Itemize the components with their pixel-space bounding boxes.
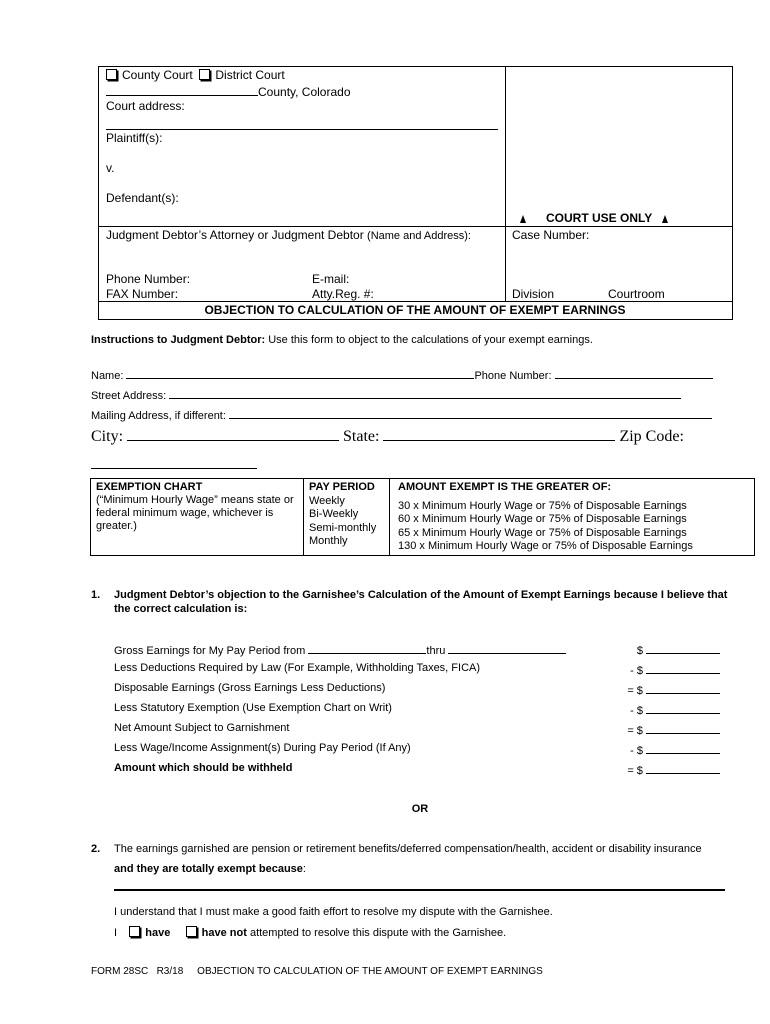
state-label: State: — [343, 428, 380, 445]
street-label: Street Address: — [91, 390, 167, 402]
instructions-text: Use this form to object to the calculations of your exempt earnings. — [268, 334, 593, 346]
exemption-amount-field[interactable] — [646, 702, 720, 714]
calc-row — [114, 702, 720, 718]
calc-row-op: = $ — [627, 765, 643, 777]
chart-col1 — [96, 481, 300, 533]
gross-from-field[interactable] — [308, 642, 426, 654]
versus-label: v. — [106, 161, 115, 175]
attorney-note: (Name and Address): — [367, 230, 471, 242]
good-faith-rest: attempted to resolve this dispute with the Garnishee. — [249, 927, 507, 939]
calc-row-op: = $ — [627, 725, 643, 737]
court-use-only-label: COURT USE ONLY — [546, 211, 653, 225]
instructions — [91, 334, 593, 346]
have-not-checkbox[interactable] — [186, 926, 197, 937]
city-field[interactable] — [127, 426, 339, 441]
deductions-amount-field[interactable] — [646, 662, 720, 674]
mailing-field[interactable] — [229, 407, 712, 419]
court-type-row — [106, 68, 285, 82]
footer-title: OBJECTION TO CALCULATION OF THE AMOUNT OF EXEMPT EARNINGS — [197, 966, 543, 977]
gross-op: $ — [636, 645, 643, 657]
county-court-label: County Court — [122, 68, 193, 82]
or-label: OR — [411, 803, 429, 815]
county-colorado-label: County, Colorado — [258, 85, 351, 99]
district-court-checkbox[interactable] — [199, 69, 210, 80]
section2-reason-field[interactable] — [114, 889, 725, 891]
name-row — [91, 367, 713, 382]
gross-thru-field[interactable] — [448, 642, 566, 654]
calc-row-label: Amount which should be withheld — [114, 762, 293, 774]
section2-bold: and they are totally exempt because — [114, 863, 303, 875]
street-field[interactable] — [169, 387, 681, 399]
calc-row — [114, 662, 720, 678]
court-address-field[interactable] — [106, 129, 498, 130]
mailing-label: Mailing Address, if different: — [91, 410, 226, 422]
calc-row-op: - $ — [630, 705, 643, 717]
plaintiffs-label: Plaintiff(s): — [106, 131, 163, 145]
chart-col3-title: AMOUNT EXEMPT IS THE GREATER OF: — [398, 481, 612, 493]
chart-col1-title: EXEMPTION CHART — [96, 481, 203, 493]
city-row — [91, 426, 684, 446]
amount-semimonthly: 65 x Minimum Hourly Wage or 75% of Disposable Earnings — [398, 526, 687, 539]
pay-period-semimonthly: Semi-monthly — [309, 521, 377, 534]
up-arrow-icon — [662, 215, 668, 223]
thru-label: thru — [426, 645, 446, 657]
calc-row-label: Net Amount Subject to Garnishment — [114, 722, 290, 734]
good-faith-choice — [114, 926, 506, 939]
phone-number-label: Phone Number: — [106, 272, 191, 286]
have-not-label: have not — [201, 927, 247, 939]
caption-box — [98, 66, 733, 320]
zip-label: Zip Code: — [619, 428, 684, 445]
state-field[interactable] — [383, 426, 615, 441]
chart-divider-1 — [303, 478, 304, 555]
pay-period-monthly: Monthly — [309, 535, 348, 547]
caption-divider-2 — [98, 301, 732, 302]
city-label: City: — [91, 428, 124, 445]
phone-label: Phone Number: — [474, 370, 552, 382]
pay-period-weekly: Weekly — [309, 494, 345, 507]
instructions-label: Instructions to Judgment Debtor: — [91, 334, 266, 346]
gross-amount-field[interactable] — [646, 642, 720, 654]
section2-colon: : — [302, 863, 306, 875]
mailing-row — [91, 407, 712, 422]
chart-divider-2 — [389, 478, 390, 555]
chart-col1-note: (“Minimum Hourly Wage” means state or federal minimum wage, whichever is greater.) — [96, 494, 294, 532]
have-label: have — [145, 927, 171, 939]
footer-rev: R3/18 — [156, 966, 184, 977]
good-faith-i: I — [114, 927, 118, 939]
defendants-label: Defendant(s): — [106, 191, 179, 205]
courtroom-label: Courtroom — [608, 287, 665, 301]
county-name-field[interactable] — [106, 84, 258, 96]
caption-divider-vertical — [505, 66, 506, 301]
footer — [91, 966, 543, 977]
footer-form: FORM 28SC — [91, 966, 149, 977]
zip-field[interactable] — [91, 468, 257, 469]
gross-earnings-label: Gross Earnings for My Pay Period from — [114, 645, 306, 657]
calc-row-op: - $ — [630, 745, 643, 757]
section2-text2 — [114, 863, 306, 875]
district-court-label: District Court — [215, 68, 285, 82]
chart-col2-title: PAY PERIOD — [309, 481, 375, 493]
assignment-amount-field[interactable] — [646, 742, 720, 754]
county-line — [106, 84, 351, 99]
court-use-only — [520, 211, 668, 225]
net-amount-field[interactable] — [646, 722, 720, 734]
up-arrow-icon — [520, 215, 526, 223]
chart-col3 — [398, 481, 693, 554]
chart-col2 — [309, 481, 376, 549]
case-number-label: Case Number: — [512, 228, 590, 242]
amount-biweekly: 60 x Minimum Hourly Wage or 75% of Disposable Earnings — [398, 513, 687, 525]
section2-text: The earnings garnished are pension or retirement benefits/deferred compensation/health, accident or disability insurance — [114, 843, 702, 855]
county-court-checkbox[interactable] — [106, 69, 117, 80]
calc-row — [114, 722, 720, 738]
caption-divider-1 — [98, 226, 732, 227]
email-label: E-mail: — [312, 272, 350, 286]
section1-heading: Judgment Debtor’s objection to the Garnishee’s Calculation of the Amount of Exempt Earnings because I believe that the correct calculation is: — [114, 589, 728, 615]
disposable-amount-field[interactable] — [646, 682, 720, 694]
calc-row-label: Disposable Earnings (Gross Earnings Less Deductions) — [114, 682, 386, 694]
section2-number: 2. — [91, 843, 101, 855]
calc-row-label: Less Wage/Income Assignment(s) During Pay Period (If Any) — [114, 742, 411, 754]
gross-earnings-row — [114, 642, 720, 658]
pay-period-biweekly: Bi-Weekly — [309, 508, 359, 520]
calc-row — [114, 762, 720, 778]
name-label: Name: — [91, 370, 124, 382]
court-address-label: Court address: — [106, 99, 185, 113]
attorney-label-row — [106, 228, 471, 242]
calc-row-op: = $ — [627, 685, 643, 697]
calc-row-label: Less Statutory Exemption (Use Exemption Chart on Writ) — [114, 702, 392, 714]
calc-row — [114, 682, 720, 698]
amount-monthly: 130 x Minimum Hourly Wage or 75% of Disposable Earnings — [398, 540, 693, 552]
calc-row-op: - $ — [630, 665, 643, 677]
street-row — [91, 387, 681, 402]
atty-reg-label: Atty.Reg. #: — [312, 287, 374, 301]
good-faith-text: I understand that I must make a good faith effort to resolve my dispute with the Garnishee. — [114, 906, 553, 918]
attorney-label: Judgment Debtor’s Attorney or Judgment Debtor — [106, 228, 364, 242]
division-label: Division — [512, 287, 555, 301]
name-field[interactable] — [126, 367, 474, 379]
withheld-amount-field[interactable] — [646, 762, 720, 774]
amount-weekly: 30 x Minimum Hourly Wage or 75% of Disposable Earnings — [398, 499, 687, 512]
have-checkbox[interactable] — [129, 926, 140, 937]
calc-row-label: Less Deductions Required by Law (For Example, Withholding Taxes, FICA) — [114, 662, 481, 674]
section1-number: 1. — [91, 589, 101, 601]
form-title: OBJECTION TO CALCULATION OF THE AMOUNT OF EXEMPT EARNINGS — [204, 303, 626, 317]
phone-field[interactable] — [555, 367, 713, 379]
fax-number-label: FAX Number: — [106, 287, 179, 301]
calc-row — [114, 742, 720, 758]
